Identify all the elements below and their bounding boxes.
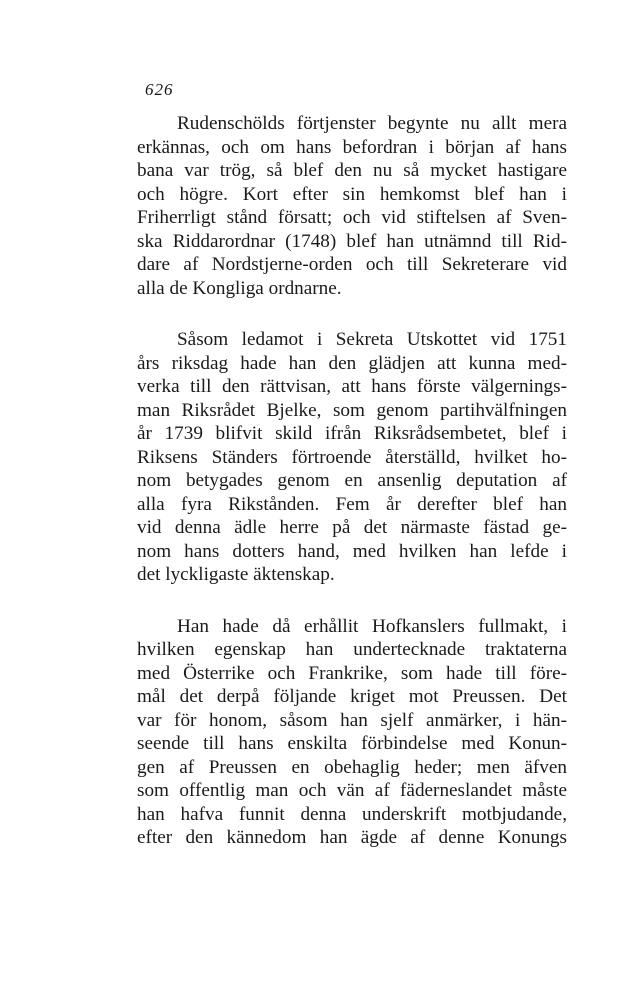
text-line: man Riksrådet Bjelke, som genom partihvälfningen (137, 399, 567, 421)
text-line: års riksdag hade han den glädjen att kunna med- (137, 352, 567, 374)
text-line: Riksens Ständers förtroende återställd, hvilket ho- (137, 446, 567, 468)
text-line: år 1739 blifvit skild ifrån Riksrådsembetet, blef i (137, 423, 567, 444)
text-line: alla de Kongliga ordnarne. (137, 277, 342, 299)
text-line: efter den kännedom han ägde af denne Konungs (137, 827, 567, 848)
text-line: ska Riddarordnar (1748) blef han utnämnd till Rid- (137, 230, 567, 252)
text-line: gen af Preussen en obehaglig heder; men äfven (137, 756, 567, 778)
text-line: erkännas, och om hans befordran i början af hans (137, 136, 567, 158)
text-line: var för honom, såsom han sjelf anmärker, i hän- (137, 709, 567, 731)
text-line: som offentlig man och vän af fäderneslandet måste (137, 780, 567, 801)
text-line: hvilken egenskap han undertecknade traktaterna (137, 639, 567, 660)
text-line: och högre. Kort efter sin hemkomst blef han i (137, 183, 567, 205)
text-line: med Österrike och Frankrike, som hade till före- (137, 662, 567, 684)
text-line: Rudenschölds förtjenster begynte nu allt mera (177, 113, 567, 134)
text-line: Såsom ledamot i Sekreta Utskottet vid 1751 (177, 329, 567, 350)
paragraph-2 (137, 328, 567, 587)
text-line: vid denna ädle herre på det närmaste fästad ge- (137, 517, 567, 538)
text-line: nom hans dotters hand, med hvilken han lefde i (137, 540, 567, 562)
body-text (137, 112, 567, 878)
text-line: dare af Nordstjerne-orden och till Sekreterare vid (137, 254, 567, 275)
paragraph-3 (137, 615, 567, 850)
text-line: nom betygades genom en ansenlig deputation af (137, 470, 567, 491)
text-line: han hafva funnit denna underskrift motbjudande, (137, 803, 567, 825)
text-line: mål det derpå följande kriget mot Preussen. Det (137, 686, 567, 707)
text-line: seende till hans enskilta förbindelse med Konun- (137, 733, 567, 754)
text-line: det lyckligaste äktenskap. (137, 564, 335, 585)
text-line: verka till den rättvisan, att hans förste välgernings- (137, 376, 567, 397)
text-line: bana var trög, så blef den nu så mycket hastigare (137, 160, 567, 181)
text-line: Han hade då erhållit Hofkanslers fullmakt, i (177, 615, 567, 637)
text-line: Friherrligt stånd försatt; och vid stiftelsen af Sven- (137, 207, 567, 228)
page-number: 626 (145, 80, 174, 99)
paragraph-1 (137, 112, 567, 300)
text-line: alla fyra Rikstånden. Fem år derefter blef han (137, 493, 567, 515)
